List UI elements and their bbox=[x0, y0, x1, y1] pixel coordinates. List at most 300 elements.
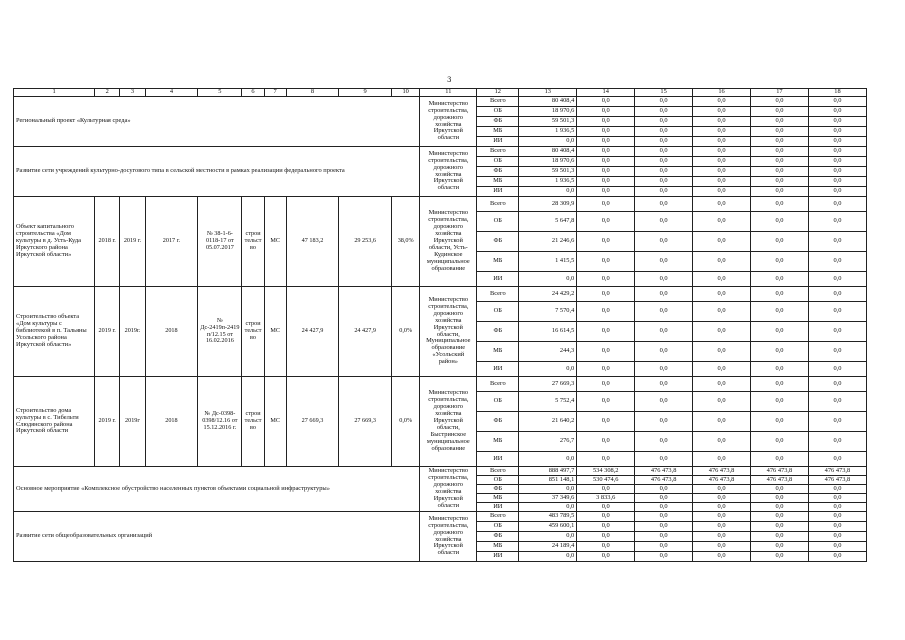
amount-cell: 0,0 bbox=[693, 212, 751, 232]
object-title: Строительство дома культуры в с. Тибельти Слюдянского района Иркутской области bbox=[14, 377, 95, 467]
remaining-cost: 24 427,9 bbox=[339, 287, 392, 377]
amount-cell: 37 349,6 bbox=[519, 494, 577, 503]
fund-type-label: Всего bbox=[477, 147, 519, 157]
amount-cell: 5 752,4 bbox=[519, 392, 577, 412]
power-unit: МС bbox=[264, 287, 286, 377]
amount-cell: 0,0 bbox=[635, 252, 693, 272]
amount-cell: 0,0 bbox=[750, 137, 808, 147]
amount-cell: 476 473,8 bbox=[693, 476, 751, 485]
column-number-2: 2 bbox=[95, 89, 120, 97]
power-unit: МС bbox=[264, 377, 286, 467]
amount-cell: 0,0 bbox=[693, 342, 751, 362]
amount-cell: 0,0 bbox=[750, 362, 808, 377]
fund-type-label: Всего bbox=[477, 197, 519, 212]
power-unit: МС bbox=[264, 197, 286, 287]
fund-type-label: МБ bbox=[477, 342, 519, 362]
amount-cell: 0,0 bbox=[635, 503, 693, 512]
amount-cell: 0,0 bbox=[808, 157, 866, 167]
amount-cell: 0,0 bbox=[750, 212, 808, 232]
fund-type-label: ОБ bbox=[477, 392, 519, 412]
amount-cell: 0,0 bbox=[808, 127, 866, 137]
amount-cell: 0,0 bbox=[693, 485, 751, 494]
amount-cell: 0,0 bbox=[635, 97, 693, 107]
end-year: 2019г bbox=[120, 377, 145, 467]
amount-cell: 0,0 bbox=[635, 302, 693, 322]
end-year: 2019г. bbox=[120, 287, 145, 377]
remaining-cost: 27 669,3 bbox=[339, 377, 392, 467]
amount-cell: 0,0 bbox=[693, 503, 751, 512]
amount-cell: 0,0 bbox=[635, 157, 693, 167]
expert-conclusion: № Дс-2419п-2419п/12.15 от 16.02.2016 bbox=[198, 287, 242, 377]
executor-cell: Министерство строительства, дорожного хозяйства Иркутской области bbox=[420, 467, 477, 512]
amount-cell: 0,0 bbox=[635, 187, 693, 197]
amount-cell: 0,0 bbox=[750, 512, 808, 522]
amount-cell: 0,0 bbox=[577, 542, 635, 552]
amount-cell: 0,0 bbox=[808, 342, 866, 362]
amount-cell: 59 501,3 bbox=[519, 167, 577, 177]
amount-cell: 0,0 bbox=[750, 552, 808, 562]
amount-cell: 24 189,4 bbox=[519, 542, 577, 552]
amount-cell: 851 148,1 bbox=[519, 476, 577, 485]
fund-type-label: МБ bbox=[477, 494, 519, 503]
column-number-14: 14 bbox=[577, 89, 635, 97]
amount-cell: 3 833,6 bbox=[577, 494, 635, 503]
work-type: строительство bbox=[242, 197, 264, 287]
amount-cell: 0,0 bbox=[808, 532, 866, 542]
amount-cell: 244,3 bbox=[519, 342, 577, 362]
amount-cell: 0,0 bbox=[577, 232, 635, 252]
amount-cell: 0,0 bbox=[635, 512, 693, 522]
amount-cell: 0,0 bbox=[577, 137, 635, 147]
amount-cell: 0,0 bbox=[693, 322, 751, 342]
executor-cell: Министерство строительства, дорожного хозяйства Иркутской области bbox=[420, 147, 477, 197]
amount-cell: 476 473,8 bbox=[750, 476, 808, 485]
amount-cell: 1 936,5 bbox=[519, 127, 577, 137]
amount-cell: 0,0 bbox=[808, 212, 866, 232]
amount-cell: 0,0 bbox=[577, 147, 635, 157]
section-title: Развитие сети общеобразовательных организаций bbox=[14, 512, 420, 562]
column-number-1: 1 bbox=[14, 89, 95, 97]
amount-cell: 0,0 bbox=[635, 432, 693, 452]
amount-cell: 0,0 bbox=[577, 392, 635, 412]
amount-cell: 0,0 bbox=[577, 272, 635, 287]
amount-cell: 0,0 bbox=[750, 107, 808, 117]
amount-cell: 0,0 bbox=[635, 522, 693, 532]
fund-type-label: ИИ bbox=[477, 137, 519, 147]
amount-cell: 0,0 bbox=[750, 187, 808, 197]
executor-cell: Министерство строительства, дорожного хозяйства Иркутской области bbox=[420, 97, 477, 147]
amount-cell: 16 614,5 bbox=[519, 322, 577, 342]
amount-cell: 0,0 bbox=[693, 362, 751, 377]
amount-cell: 0,0 bbox=[577, 107, 635, 117]
amount-cell: 0,0 bbox=[693, 97, 751, 107]
amount-cell: 0,0 bbox=[808, 485, 866, 494]
amount-cell: 0,0 bbox=[750, 127, 808, 137]
amount-cell: 0,0 bbox=[808, 302, 866, 322]
amount-cell: 0,0 bbox=[750, 412, 808, 432]
amount-cell: 530 474,6 bbox=[577, 476, 635, 485]
amount-cell: 0,0 bbox=[750, 452, 808, 467]
column-number-3: 3 bbox=[120, 89, 145, 97]
amount-cell: 0,0 bbox=[519, 187, 577, 197]
design-year: 2018 bbox=[145, 287, 198, 377]
amount-cell: 0,0 bbox=[750, 342, 808, 362]
amount-cell: 0,0 bbox=[693, 532, 751, 542]
amount-cell: 0,0 bbox=[577, 252, 635, 272]
amount-cell: 0,0 bbox=[693, 552, 751, 562]
amount-cell: 0,0 bbox=[808, 392, 866, 412]
amount-cell: 0,0 bbox=[577, 503, 635, 512]
amount-cell: 0,0 bbox=[635, 362, 693, 377]
amount-cell: 1 415,5 bbox=[519, 252, 577, 272]
amount-cell: 0,0 bbox=[635, 127, 693, 137]
amount-cell: 0,0 bbox=[519, 552, 577, 562]
amount-cell: 0,0 bbox=[750, 532, 808, 542]
amount-cell: 0,0 bbox=[808, 362, 866, 377]
amount-cell: 0,0 bbox=[693, 137, 751, 147]
amount-cell: 0,0 bbox=[808, 287, 866, 302]
fund-type-label: МБ bbox=[477, 177, 519, 187]
amount-cell: 0,0 bbox=[635, 167, 693, 177]
amount-cell: 0,0 bbox=[808, 117, 866, 127]
amount-cell: 18 970,6 bbox=[519, 107, 577, 117]
amount-cell: 0,0 bbox=[519, 485, 577, 494]
amount-cell: 0,0 bbox=[693, 177, 751, 187]
header-row bbox=[14, 89, 867, 97]
amount-cell: 476 473,8 bbox=[635, 476, 693, 485]
amount-cell: 0,0 bbox=[750, 167, 808, 177]
column-number-8: 8 bbox=[286, 89, 339, 97]
amount-cell: 0,0 bbox=[577, 322, 635, 342]
amount-cell: 0,0 bbox=[519, 503, 577, 512]
readiness-percent: 0,0% bbox=[391, 377, 419, 467]
fund-type-label: ФБ bbox=[477, 117, 519, 127]
column-number-15: 15 bbox=[635, 89, 693, 97]
column-number-10: 10 bbox=[391, 89, 419, 97]
amount-cell: 0,0 bbox=[808, 187, 866, 197]
amount-cell: 7 570,4 bbox=[519, 302, 577, 322]
amount-cell: 1 936,5 bbox=[519, 177, 577, 187]
table-row bbox=[14, 197, 867, 212]
section-title: Региональный проект «Культурная среда» bbox=[14, 97, 420, 147]
amount-cell: 0,0 bbox=[577, 157, 635, 167]
amount-cell: 0,0 bbox=[693, 127, 751, 137]
amount-cell: 0,0 bbox=[693, 542, 751, 552]
amount-cell: 0,0 bbox=[635, 485, 693, 494]
amount-cell: 0,0 bbox=[693, 232, 751, 252]
readiness-percent: 0,0% bbox=[391, 287, 419, 377]
table-row bbox=[14, 512, 867, 522]
amount-cell: 80 408,4 bbox=[519, 147, 577, 157]
amount-cell: 476 473,8 bbox=[808, 467, 866, 476]
amount-cell: 0,0 bbox=[693, 412, 751, 432]
amount-cell: 0,0 bbox=[808, 322, 866, 342]
amount-cell: 0,0 bbox=[808, 512, 866, 522]
amount-cell: 0,0 bbox=[693, 167, 751, 177]
amount-cell: 0,0 bbox=[577, 485, 635, 494]
amount-cell: 0,0 bbox=[577, 512, 635, 522]
amount-cell: 0,0 bbox=[635, 377, 693, 392]
fund-type-label: Всего bbox=[477, 512, 519, 522]
executor-cell: Министерство строительства, дорожного хозяйства Иркутской области, Быстринское муниципальное образование bbox=[420, 377, 477, 467]
start-year: 2018 г. bbox=[95, 197, 120, 287]
amount-cell: 0,0 bbox=[808, 412, 866, 432]
amount-cell: 0,0 bbox=[519, 272, 577, 287]
amount-cell: 24 429,2 bbox=[519, 287, 577, 302]
fund-type-label: ФБ bbox=[477, 412, 519, 432]
amount-cell: 0,0 bbox=[750, 522, 808, 532]
amount-cell: 0,0 bbox=[577, 177, 635, 187]
amount-cell: 0,0 bbox=[750, 177, 808, 187]
amount-cell: 0,0 bbox=[808, 452, 866, 467]
column-number-9: 9 bbox=[339, 89, 392, 97]
amount-cell: 0,0 bbox=[808, 542, 866, 552]
amount-cell: 0,0 bbox=[693, 432, 751, 452]
table-row bbox=[14, 467, 867, 476]
work-type: строительство bbox=[242, 377, 264, 467]
amount-cell: 888 497,7 bbox=[519, 467, 577, 476]
amount-cell: 0,0 bbox=[808, 252, 866, 272]
amount-cell: 0,0 bbox=[577, 127, 635, 137]
start-year: 2019 г. bbox=[95, 377, 120, 467]
amount-cell: 21 246,6 bbox=[519, 232, 577, 252]
fund-type-label: МБ bbox=[477, 432, 519, 452]
section-title: Развитие сети учреждений культурно-досугового типа в сельской местности в рамках реализации федерального проекта bbox=[14, 147, 420, 197]
table-row bbox=[14, 97, 867, 107]
amount-cell: 0,0 bbox=[577, 187, 635, 197]
amount-cell: 0,0 bbox=[635, 412, 693, 432]
amount-cell: 276,7 bbox=[519, 432, 577, 452]
amount-cell: 0,0 bbox=[693, 272, 751, 287]
amount-cell: 0,0 bbox=[635, 494, 693, 503]
amount-cell: 0,0 bbox=[808, 272, 866, 287]
column-number-13: 13 bbox=[519, 89, 577, 97]
amount-cell: 0,0 bbox=[577, 362, 635, 377]
amount-cell: 0,0 bbox=[808, 232, 866, 252]
amount-cell: 0,0 bbox=[808, 377, 866, 392]
fund-type-label: ФБ bbox=[477, 532, 519, 542]
page-number: 3 bbox=[447, 76, 452, 84]
amount-cell: 0,0 bbox=[808, 167, 866, 177]
amount-cell: 0,0 bbox=[750, 503, 808, 512]
column-number-17: 17 bbox=[750, 89, 808, 97]
amount-cell: 0,0 bbox=[577, 97, 635, 107]
amount-cell: 476 473,8 bbox=[750, 467, 808, 476]
fund-type-label: ОБ bbox=[477, 157, 519, 167]
amount-cell: 0,0 bbox=[577, 167, 635, 177]
amount-cell: 0,0 bbox=[635, 137, 693, 147]
design-year: 2018 bbox=[145, 377, 198, 467]
amount-cell: 0,0 bbox=[750, 302, 808, 322]
amount-cell: 459 600,1 bbox=[519, 522, 577, 532]
work-type: строительство bbox=[242, 287, 264, 377]
section-title: Основное мероприятие «Комплексное обустройство населенных пунктов объектами социальной инфраструктуры» bbox=[14, 467, 420, 512]
amount-cell: 59 501,3 bbox=[519, 117, 577, 127]
expert-conclusion: № 38-1-6-0118-17 от 05.07.2017 bbox=[198, 197, 242, 287]
amount-cell: 476 473,8 bbox=[808, 476, 866, 485]
amount-cell: 0,0 bbox=[750, 287, 808, 302]
fund-type-label: ИИ bbox=[477, 187, 519, 197]
amount-cell: 0,0 bbox=[750, 97, 808, 107]
fund-type-label: ОБ bbox=[477, 107, 519, 117]
fund-type-label: ОБ bbox=[477, 212, 519, 232]
readiness-percent: 38,0% bbox=[391, 197, 419, 287]
amount-cell: 28 309,9 bbox=[519, 197, 577, 212]
amount-cell: 0,0 bbox=[693, 287, 751, 302]
fund-type-label: МБ bbox=[477, 252, 519, 272]
amount-cell: 0,0 bbox=[635, 272, 693, 287]
amount-cell: 0,0 bbox=[693, 157, 751, 167]
amount-cell: 483 789,5 bbox=[519, 512, 577, 522]
fund-type-label: ФБ bbox=[477, 485, 519, 494]
amount-cell: 0,0 bbox=[750, 147, 808, 157]
amount-cell: 0,0 bbox=[577, 552, 635, 562]
column-number-16: 16 bbox=[693, 89, 751, 97]
amount-cell: 0,0 bbox=[693, 494, 751, 503]
fund-type-label: ФБ bbox=[477, 232, 519, 252]
table-row bbox=[14, 287, 867, 302]
amount-cell: 0,0 bbox=[808, 107, 866, 117]
amount-cell: 0,0 bbox=[750, 232, 808, 252]
amount-cell: 0,0 bbox=[519, 532, 577, 542]
amount-cell: 0,0 bbox=[519, 137, 577, 147]
amount-cell: 0,0 bbox=[750, 322, 808, 342]
start-year: 2019 г. bbox=[95, 287, 120, 377]
amount-cell: 0,0 bbox=[808, 552, 866, 562]
fund-type-label: Всего bbox=[477, 377, 519, 392]
executor-cell: Министерство строительства, дорожного хозяйства Иркутской области, Муниципальное образование «Усольский район» bbox=[420, 287, 477, 377]
amount-cell: 0,0 bbox=[808, 494, 866, 503]
column-number-7: 7 bbox=[264, 89, 286, 97]
amount-cell: 0,0 bbox=[635, 552, 693, 562]
object-title: Объект капитального строительства «Дом культуры в д. Усть-Куда Иркутского района Иркутской области» bbox=[14, 197, 95, 287]
column-number-11: 11 bbox=[420, 89, 477, 97]
amount-cell: 0,0 bbox=[750, 377, 808, 392]
object-title: Строительство объекта «Дом культуры с библиотекой в п. Тальяны Усольского района Иркутской области» bbox=[14, 287, 95, 377]
fund-type-label: ИИ bbox=[477, 362, 519, 377]
estimated-cost: 24 427,9 bbox=[286, 287, 339, 377]
amount-cell: 0,0 bbox=[577, 522, 635, 532]
amount-cell: 0,0 bbox=[808, 137, 866, 147]
fund-type-label: ФБ bbox=[477, 167, 519, 177]
budget-table bbox=[13, 88, 867, 562]
amount-cell: 0,0 bbox=[577, 532, 635, 542]
amount-cell: 18 970,6 bbox=[519, 157, 577, 167]
table-row bbox=[14, 377, 867, 392]
amount-cell: 0,0 bbox=[635, 212, 693, 232]
amount-cell: 0,0 bbox=[693, 302, 751, 322]
remaining-cost: 29 253,6 bbox=[339, 197, 392, 287]
amount-cell: 0,0 bbox=[693, 147, 751, 157]
amount-cell: 0,0 bbox=[635, 342, 693, 362]
fund-type-label: ИИ bbox=[477, 272, 519, 287]
fund-type-label: Всего bbox=[477, 287, 519, 302]
fund-type-label: Всего bbox=[477, 97, 519, 107]
amount-cell: 80 408,4 bbox=[519, 97, 577, 107]
fund-type-label: ОБ bbox=[477, 302, 519, 322]
end-year: 2019 г. bbox=[120, 197, 145, 287]
amount-cell: 0,0 bbox=[577, 197, 635, 212]
amount-cell: 0,0 bbox=[750, 197, 808, 212]
fund-type-label: ФБ bbox=[477, 322, 519, 342]
amount-cell: 21 640,2 bbox=[519, 412, 577, 432]
column-number-5: 5 bbox=[198, 89, 242, 97]
amount-cell: 0,0 bbox=[693, 512, 751, 522]
amount-cell: 0,0 bbox=[750, 272, 808, 287]
amount-cell: 0,0 bbox=[693, 392, 751, 412]
fund-type-label: МБ bbox=[477, 542, 519, 552]
amount-cell: 0,0 bbox=[577, 452, 635, 467]
table-body bbox=[14, 89, 867, 562]
fund-type-label: Всего bbox=[477, 467, 519, 476]
amount-cell: 0,0 bbox=[808, 147, 866, 157]
fund-type-label: ОБ bbox=[477, 522, 519, 532]
amount-cell: 0,0 bbox=[635, 322, 693, 342]
amount-cell: 0,0 bbox=[635, 117, 693, 127]
column-number-18: 18 bbox=[808, 89, 866, 97]
amount-cell: 0,0 bbox=[577, 302, 635, 322]
amount-cell: 0,0 bbox=[808, 197, 866, 212]
amount-cell: 0,0 bbox=[519, 362, 577, 377]
amount-cell: 0,0 bbox=[808, 97, 866, 107]
amount-cell: 0,0 bbox=[693, 522, 751, 532]
amount-cell: 476 473,8 bbox=[635, 467, 693, 476]
amount-cell: 27 669,3 bbox=[519, 377, 577, 392]
table-row bbox=[14, 147, 867, 157]
amount-cell: 0,0 bbox=[808, 177, 866, 187]
amount-cell: 0,0 bbox=[693, 197, 751, 212]
amount-cell: 0,0 bbox=[635, 147, 693, 157]
amount-cell: 0,0 bbox=[635, 542, 693, 552]
amount-cell: 0,0 bbox=[693, 187, 751, 197]
amount-cell: 0,0 bbox=[750, 252, 808, 272]
estimated-cost: 27 669,3 bbox=[286, 377, 339, 467]
amount-cell: 0,0 bbox=[808, 503, 866, 512]
fund-type-label: ИИ bbox=[477, 552, 519, 562]
amount-cell: 0,0 bbox=[750, 157, 808, 167]
fund-type-label: ИИ bbox=[477, 452, 519, 467]
amount-cell: 0,0 bbox=[808, 522, 866, 532]
amount-cell: 0,0 bbox=[635, 392, 693, 412]
amount-cell: 0,0 bbox=[577, 432, 635, 452]
executor-cell: Министерство строительства, дорожного хозяйства Иркутской области, Усть-Кудинское муниципальное образование bbox=[420, 197, 477, 287]
executor-cell: Министерство строительства, дорожного хозяйства Иркутской области bbox=[420, 512, 477, 562]
column-number-6: 6 bbox=[242, 89, 264, 97]
expert-conclusion: № Дс-0398-0398/12.16 от 15.12.2016 г. bbox=[198, 377, 242, 467]
amount-cell: 0,0 bbox=[750, 392, 808, 412]
amount-cell: 0,0 bbox=[750, 485, 808, 494]
fund-type-label: ИИ bbox=[477, 503, 519, 512]
design-year: 2017 г. bbox=[145, 197, 198, 287]
amount-cell: 0,0 bbox=[519, 452, 577, 467]
amount-cell: 0,0 bbox=[693, 117, 751, 127]
column-number-4: 4 bbox=[145, 89, 198, 97]
amount-cell: 0,0 bbox=[750, 494, 808, 503]
amount-cell: 0,0 bbox=[693, 377, 751, 392]
amount-cell: 0,0 bbox=[635, 287, 693, 302]
estimated-cost: 47 183,2 bbox=[286, 197, 339, 287]
amount-cell: 0,0 bbox=[693, 107, 751, 117]
amount-cell: 0,0 bbox=[577, 412, 635, 432]
amount-cell: 0,0 bbox=[693, 452, 751, 467]
amount-cell: 0,0 bbox=[750, 117, 808, 127]
amount-cell: 0,0 bbox=[808, 432, 866, 452]
amount-cell: 0,0 bbox=[577, 342, 635, 362]
amount-cell: 534 308,2 bbox=[577, 467, 635, 476]
amount-cell: 0,0 bbox=[750, 542, 808, 552]
amount-cell: 0,0 bbox=[635, 177, 693, 187]
amount-cell: 0,0 bbox=[635, 452, 693, 467]
